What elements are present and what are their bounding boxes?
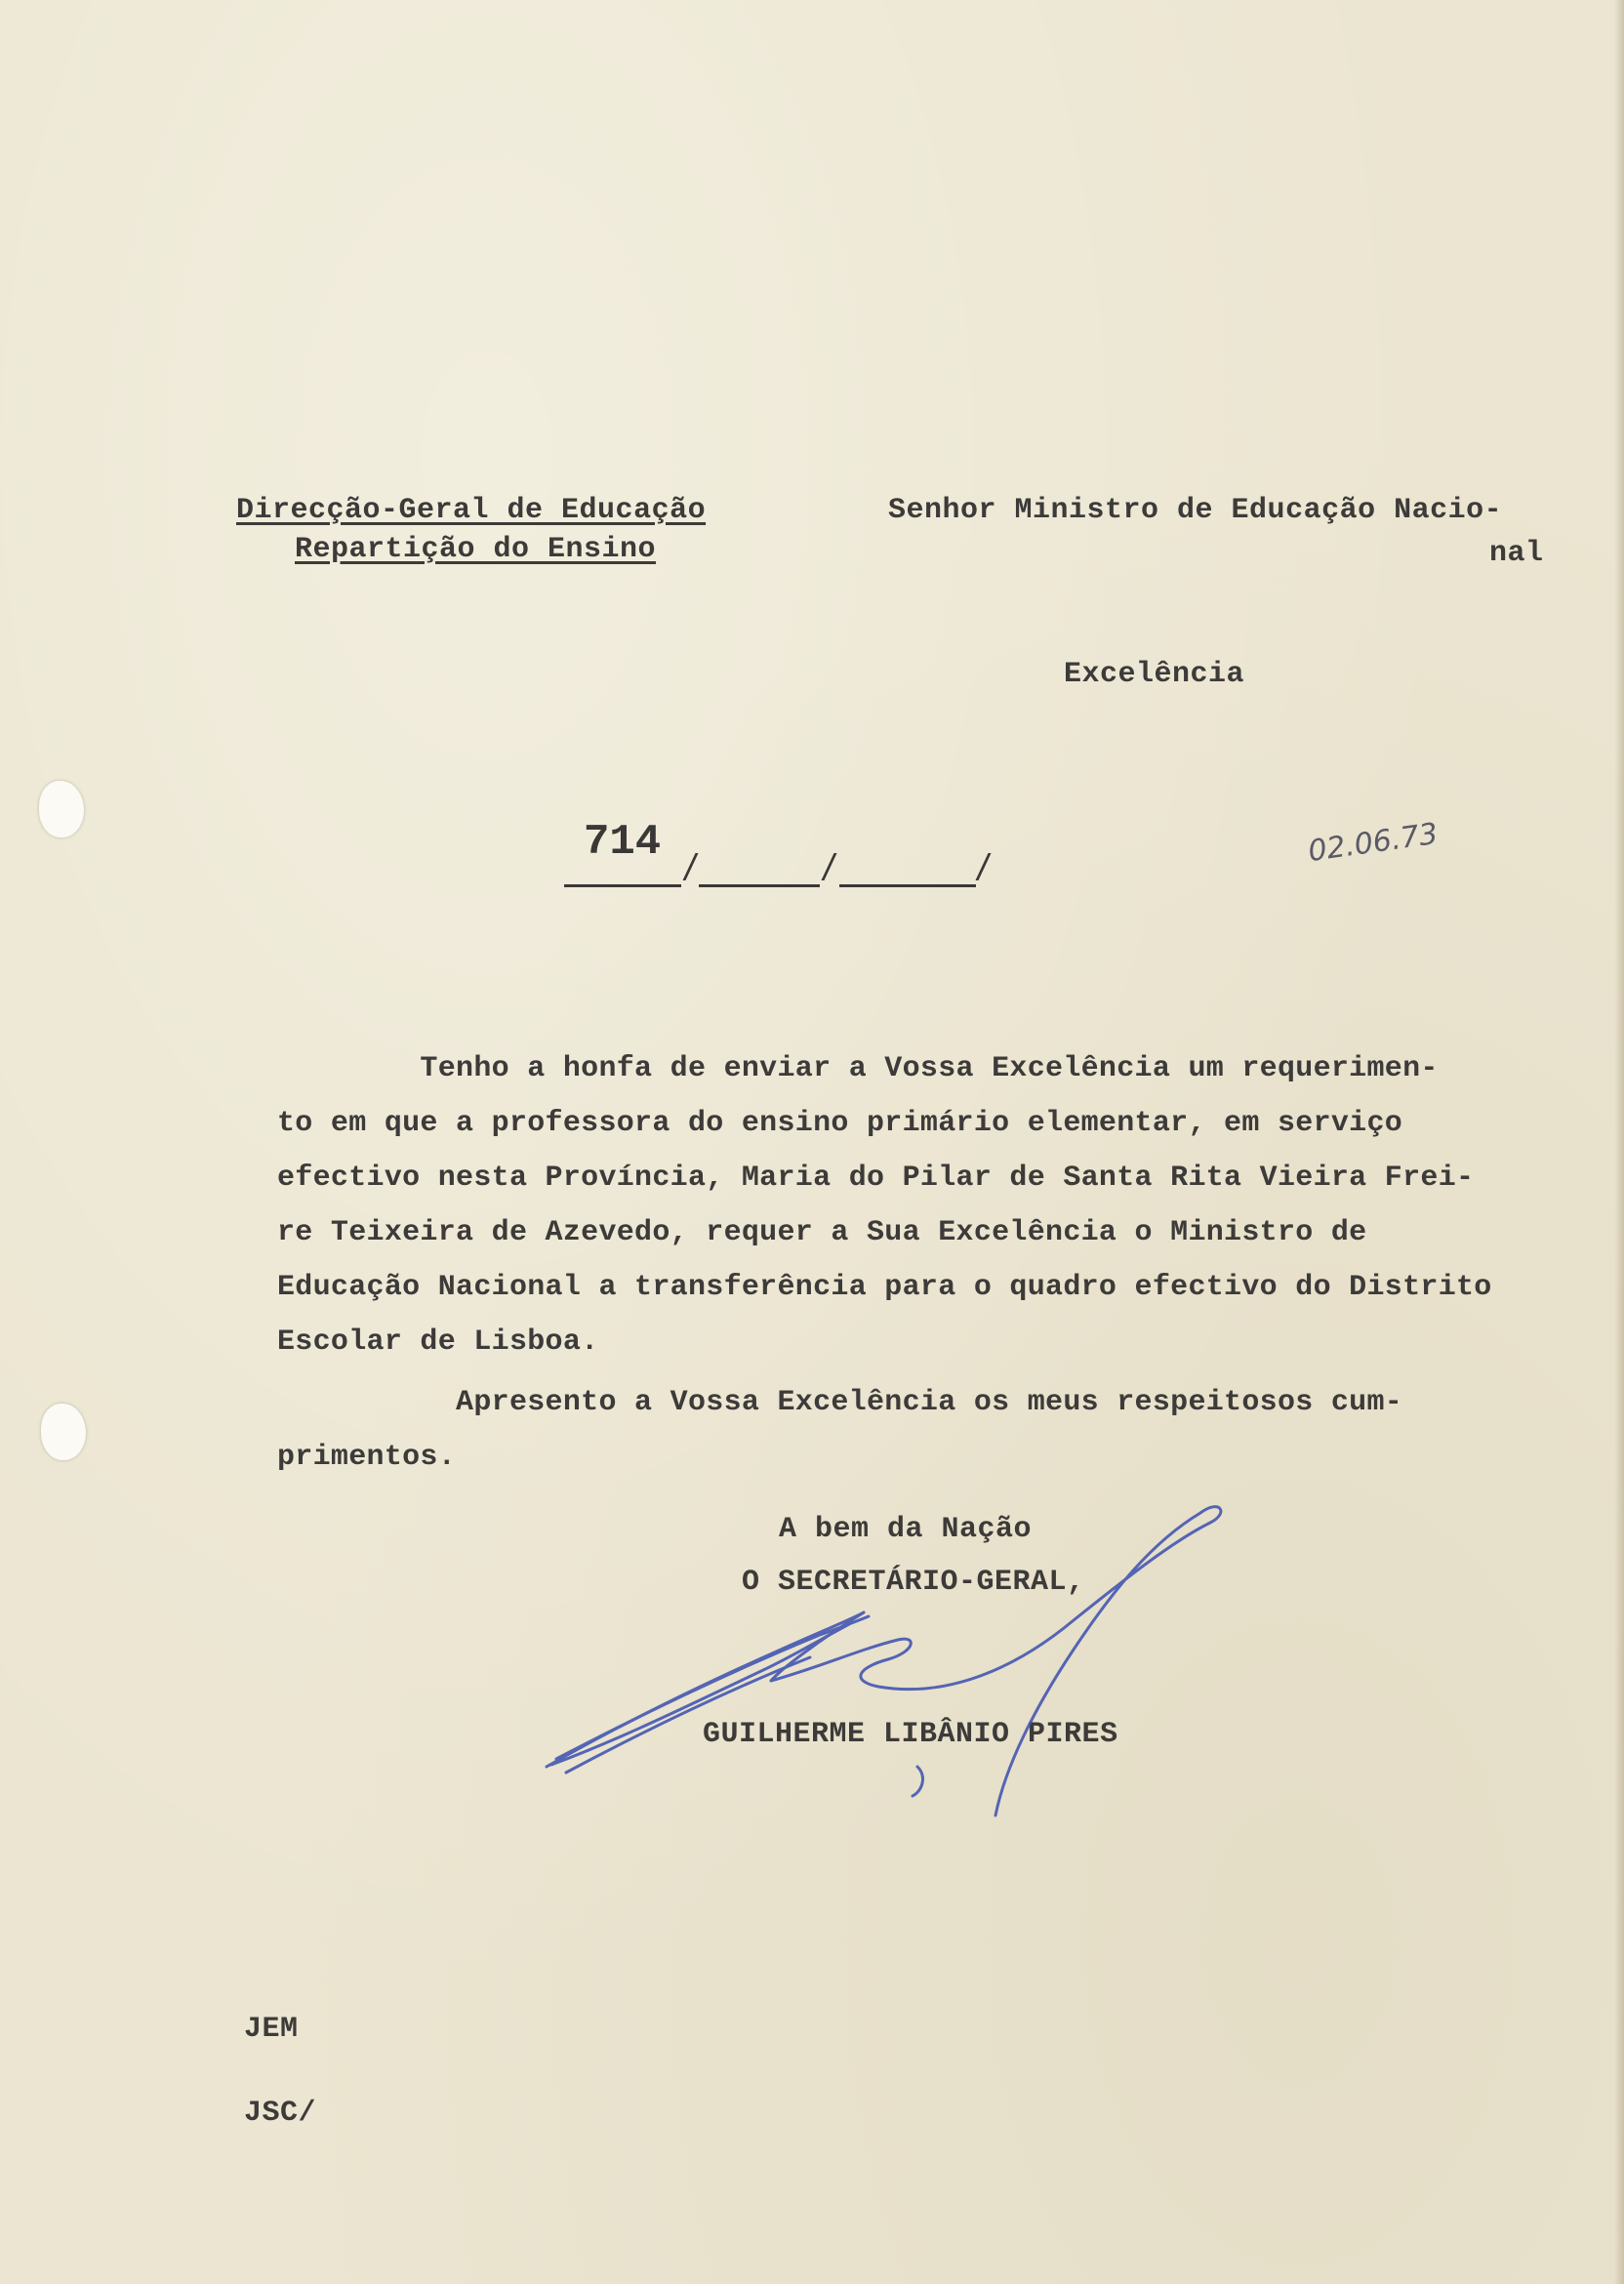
signatory-title: O SECRETÁRIO-GERAL, — [742, 1566, 1085, 1599]
addressee-line-2: nal — [1489, 537, 1544, 570]
body-line-8: primentos. — [277, 1441, 457, 1474]
body-line-7: Apresento a Vossa Excelência os meus respeitosos cum- — [277, 1386, 1403, 1419]
body-line-2: to em que a professora do ensino primário elementar, em serviço — [277, 1107, 1403, 1140]
department-name: Direcção-Geral de Educação — [236, 494, 707, 527]
reference-slot-1 — [564, 884, 681, 887]
punch-hole-top — [39, 781, 84, 837]
signatory-name: GUILHERME LIBÂNIO PIRES — [703, 1718, 1118, 1751]
closing-phrase: A bem da Nação — [779, 1513, 1033, 1546]
body-line-5: Educação Nacional a transferência para o quadro efectivo do Distrito — [277, 1271, 1492, 1304]
paper-edge-shadow — [1614, 0, 1624, 2284]
handwritten-date: 02.06.73 — [1306, 816, 1441, 870]
signature-stroke-3 — [566, 1657, 810, 1773]
handwritten-signature — [527, 1503, 1230, 1855]
body-line-1: Tenho a honfa de enviar a Vossa Excelência um requerimen- — [277, 1052, 1439, 1085]
body-line-3: efectivo nesta Província, Maria do Pilar de Santa Rita Vieira Frei- — [277, 1162, 1475, 1195]
body-line-4: re Teixeira de Azevedo, requer a Sua Excelência o Ministro de — [277, 1216, 1367, 1249]
initials-jsc: JSC/ — [244, 2097, 317, 2130]
reference-number: 714 — [584, 818, 662, 867]
addressee-line-1: Senhor Ministro de Educação Nacio- — [888, 494, 1503, 527]
punch-hole-bottom — [41, 1404, 86, 1460]
reference-slot-2 — [699, 884, 820, 887]
department-section: Repartição do Ensino — [295, 533, 657, 566]
signature-stroke-4 — [551, 1624, 849, 1765]
salutation: Excelência — [1064, 658, 1245, 691]
signature-tail — [913, 1767, 922, 1796]
body-line-6: Escolar de Lisboa. — [277, 1326, 599, 1359]
signature-stroke-main — [771, 1507, 1221, 1815]
reference-slot-3 — [839, 884, 976, 887]
initials-jem: JEM — [244, 2013, 299, 2046]
